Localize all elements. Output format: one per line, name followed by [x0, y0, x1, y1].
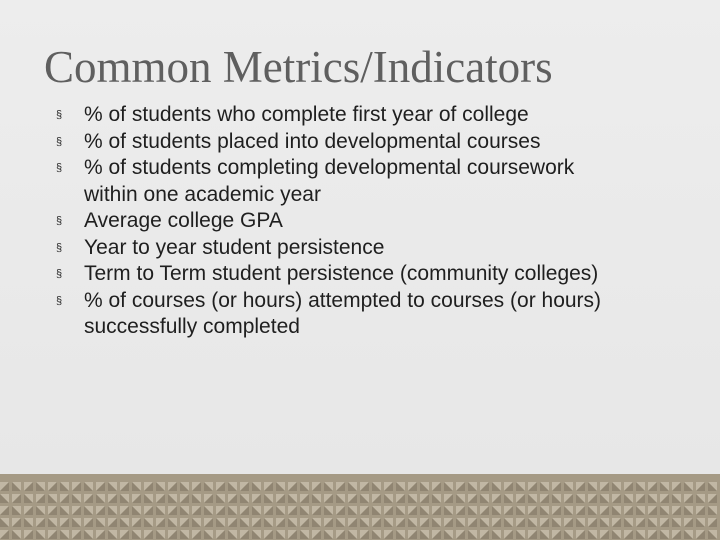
- footer-pattern-band: [0, 474, 720, 540]
- bullet-line: Average college GPA: [84, 209, 283, 232]
- bullet-item: [56, 261, 696, 288]
- bullet-line: within one academic year: [84, 182, 321, 206]
- slide-title: Common Metrics/Indicators: [44, 42, 553, 92]
- bullet-marker-icon: §: [56, 268, 63, 280]
- bullet-item: [56, 235, 696, 262]
- bullet-line: successfully completed: [84, 315, 300, 338]
- bullet-line: % of students completing developmental coursework: [84, 156, 575, 179]
- bullet-line: Term to Term student persistence (community colleges): [84, 262, 599, 285]
- bullet-item: [56, 129, 696, 156]
- bullet-line: % of courses (or hours) attempted to courses (or hours): [84, 288, 602, 312]
- bullet-text: [84, 235, 696, 262]
- bullet-item: [56, 288, 696, 341]
- bullet-text: [84, 288, 696, 341]
- bullet-item: [56, 155, 696, 208]
- bullet-line: % of students placed into developmental courses: [84, 129, 541, 153]
- bullet-text: [84, 155, 696, 208]
- triangle-pattern: [0, 474, 720, 540]
- bullet-item: [56, 208, 696, 235]
- bullet-marker-icon: §: [56, 215, 63, 227]
- bullet-marker-icon: §: [56, 162, 63, 174]
- bullet-marker-icon: §: [56, 241, 63, 254]
- bullet-list: [56, 102, 696, 341]
- bullet-item: [56, 102, 696, 129]
- bullet-text: [84, 208, 696, 235]
- bullet-text: [84, 102, 696, 129]
- bullet-text: [84, 261, 696, 288]
- bullet-line: Year to year student persistence: [84, 235, 385, 259]
- bullet-line: % of students who complete first year of college: [84, 103, 529, 126]
- bullet-marker-icon: §: [56, 135, 63, 148]
- bullet-marker-icon: §: [56, 294, 63, 307]
- bullet-marker-icon: §: [56, 109, 63, 121]
- bullet-text: [84, 129, 696, 156]
